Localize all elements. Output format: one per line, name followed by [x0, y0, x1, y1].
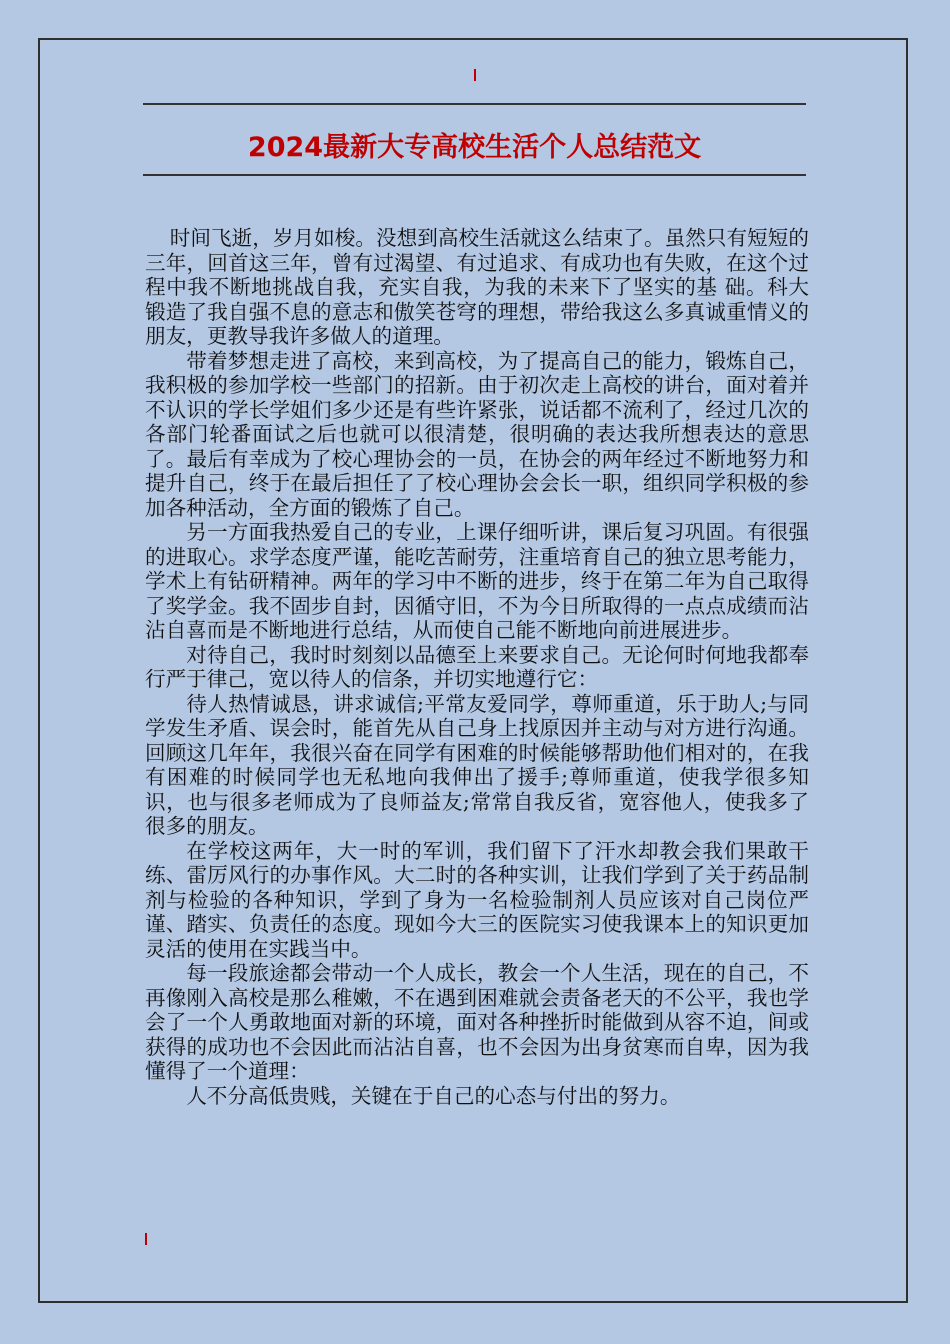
- footer-mark: [145, 1233, 147, 1245]
- paragraph-3: 另一方面我热爱自己的专业，上课仔细听讲，课后复习巩固。有很强的进取心。求学态度严谨，能吃苦耐劳，注重培育自己的独立思考能力，学术上有钻研精神。两年的学习中不断的进步，终于在第二年为自己取得了奖学金。我不固步自封，因循守旧，不为今日所取得的一点点成绩而沾沾自喜而是不断地进行总结，从而使自己能不断地向前进展进步。: [145, 520, 809, 642]
- paragraph-4: 对待自己，我时时刻刻以品德至上来要求自己。无论何时何地我都奉行严于律己，宽以待人的信条，并切实地遵行它：: [145, 642, 809, 691]
- paragraph-5: 待人热情诚恳，讲求诚信;平常友爱同学，尊师重道，乐于助人;与同学发生矛盾、误会时，能首先从自己身上找原因并主动与对方进行沟通。回顾这几年年，我很兴奋在同学有困难的时候能够帮助他们相对的，在我有困难的时候同学也无私地向我伸出了援手;尊师重道，使我学很多知识，也与很多老师成为了良师益友;常常自我反省，宽容他人，使我多了很多的朋友。: [145, 691, 809, 838]
- header-mark: [474, 69, 476, 81]
- document-body: [145, 226, 809, 1108]
- paragraph-6: 在学校这两年，大一时的军训，我们留下了汗水却教会我们果敢干练、雷厉风行的办事作风。大二时的各种实训，让我们学到了关于药品制剂与检验的各种知识，学到了身为一名检验制剂人员应该对自己岗位严谨、踏实、负责任的态度。现如今大三的医院实习使我课本上的知识更加灵活的使用在实践当中。: [145, 838, 809, 961]
- paragraph-8: 人不分高低贵贱，关键在于自己的心态与付出的努力。: [186, 1083, 681, 1108]
- header-rule: [143, 103, 806, 105]
- title-underline: [143, 174, 806, 176]
- paragraph-7: 每一段旅途都会带动一个人成长，教会一个人生活，现在的自己，不再像刚入高校是那么稚嫩，不在遇到困难就会责备老天的不公平，我也学会了一个人勇敢地面对新的环境，面对各种挫折时能做到从容不迫，间或获得的成功也不会因此而沾沾自喜，也不会因为出身贫寒而自卑，因为我懂得了一个道理：: [145, 961, 809, 1083]
- paragraph-1: 时间飞逝，岁月如梭。没想到高校生活就这么结束了。虽然只有短短的三年，回首这三年，曾有过渴望、有过追求、有成功也有失败，在这个过程中我不断地挑战自我，充实自我，为我的未来下了坚实的基 础。科大锻造了我自强不息的意志和傲笑苍穹的理想，带给我这么多真诚重情义的朋友，更教导我许多做人的道理。: [145, 226, 809, 348]
- paragraph-2: 带着梦想走进了高校，来到高校，为了提高自己的能力，锻炼自己，我积极的参加学校一些部门的招新。由于初次走上高校的讲台，面对着并不认识的学长学姐们多少还是有些许紧张，说话都不流利了，经过几次的各部门轮番面试之后也就可以很清楚，很明确的表达我所想表达的意思了。最后有幸成为了校心理协会的一员，在协会的两年经过不断地努力和提升自己，终于在最后担任了了校心理协会会长一职，组织同学积极的参加各种活动，全方面的锻炼了自己。: [145, 348, 809, 520]
- document-title: 2024最新大专高校生活个人总结范文: [247, 132, 702, 163]
